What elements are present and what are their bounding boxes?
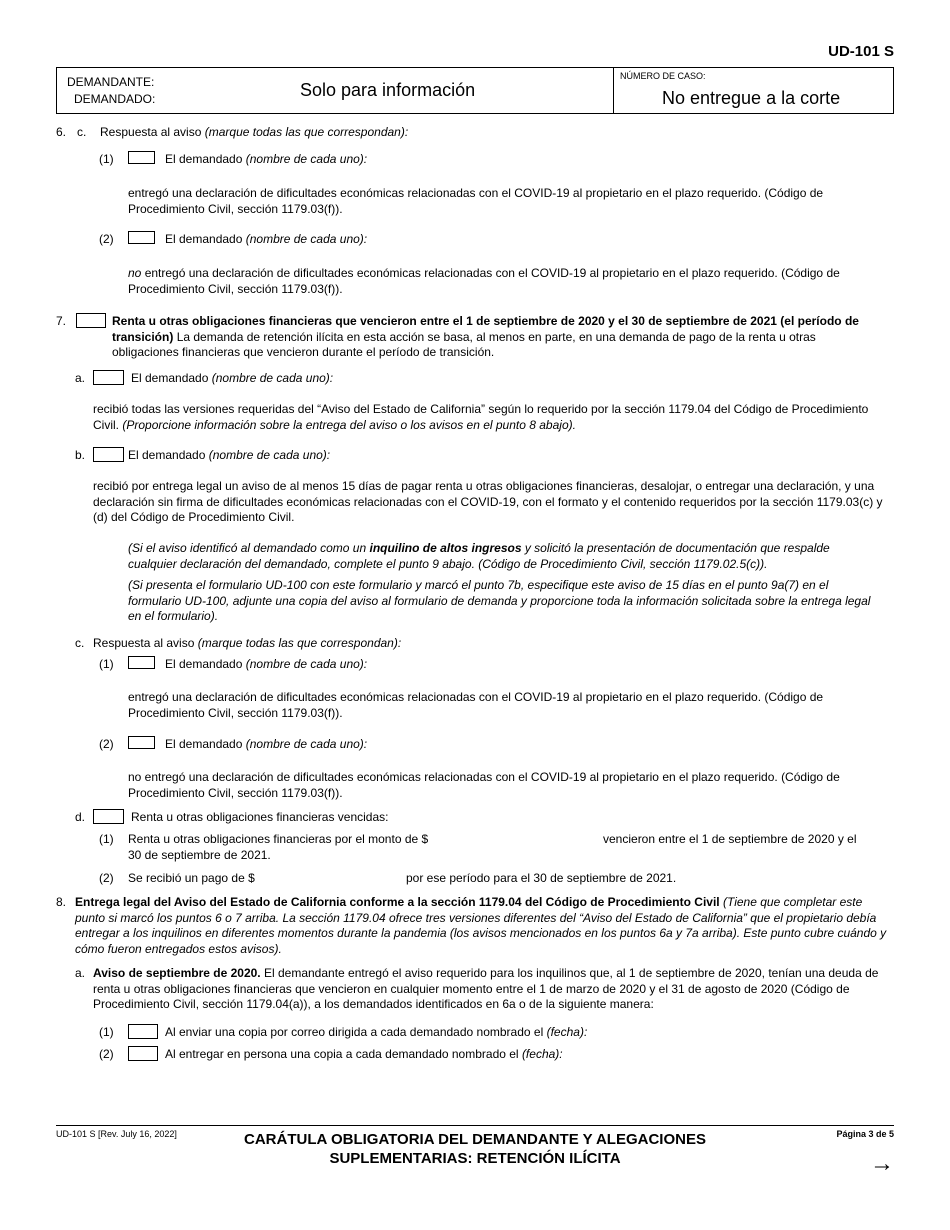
- item-6c2-text: no entregó una declaración de dificultades económicas relacionadas con el COVID-19 al propietario en el plazo requerido. (Código de Procedimiento Civil, sección 1179.03(f)).: [128, 266, 840, 296]
- item-7d-letter: d.: [75, 810, 86, 824]
- item-7c2-label: El demandado (nombre de cada uno):: [165, 737, 368, 751]
- item-7a-label: El demandado (nombre de cada uno):: [131, 371, 334, 385]
- item-7-checkbox[interactable]: [76, 313, 106, 328]
- footer-form-rev: UD-101 S [Rev. July 16, 2022]: [56, 1129, 177, 1139]
- case-number-label: NÚMERO DE CASO:: [620, 71, 706, 81]
- party-value: Solo para información: [300, 80, 476, 100]
- footer-rule: [56, 1125, 894, 1126]
- item-6c1-label: El demandado (nombre de cada uno):: [165, 152, 368, 166]
- item-7c1-checkbox[interactable]: [128, 656, 155, 669]
- caption-box: [56, 67, 894, 114]
- defendant-label: DEMANDADO:: [74, 92, 156, 106]
- footer-title-line2: SUPLEMENTARIAS: RETENCIÓN ILÍCITA: [329, 1150, 621, 1167]
- item-6c2-number: (2): [99, 232, 114, 246]
- item-6c-label: Respuesta al aviso (marque todas las que correspondan):: [100, 125, 409, 139]
- item-7c1-text: entregó una declaración de dificultades económicas relacionadas con el COVID-19 al propietario en el plazo requerido. (Código de Procedimiento Civil, sección 1179.03(f)).: [128, 690, 824, 720]
- next-page-arrow-icon[interactable]: →: [870, 1150, 894, 1177]
- item-8a2-label: Al entregar en persona una copia a cada demandado nombrado el (fecha):: [165, 1047, 563, 1061]
- item-8a1-checkbox[interactable]: [128, 1024, 158, 1039]
- item-8a-letter: a.: [75, 966, 86, 980]
- item-7d-checkbox[interactable]: [93, 809, 124, 824]
- item-7-number: 7.: [56, 314, 67, 328]
- plaintiff-label: DEMANDANTE:: [67, 75, 155, 89]
- item-6-number: 6.: [56, 125, 67, 139]
- item-7b-note-ud100: (Si presenta el formulario UD-100 con este formulario y marcó el punto 7b, especifique este aviso de 15 días en el punto 9a(7) en el formulario UD-100, adjunte una copia del aviso al formulario de demanda y proporcione toda la información solicitada sobre la entrega legal en el formulario).: [128, 578, 871, 623]
- item-7b-checkbox[interactable]: [93, 447, 124, 462]
- item-7c2-text: no entregó una declaración de dificultades económicas relacionadas con el COVID-19 al propietario en el plazo requerido. (Código de Procedimiento Civil, sección 1179.03(f)).: [128, 770, 840, 800]
- item-7a-checkbox[interactable]: [93, 370, 124, 385]
- caption-divider: [613, 68, 614, 113]
- item-7b-letter: b.: [75, 448, 86, 462]
- item-8a-text: Aviso de septiembre de 2020. El demandante entregó el aviso requerido para los inquilinos que, al 1 de septiembre de 2020, tenían una deuda de renta u otras obligaciones financieras que vencieron en cualquier momento entre el 1 de marzo de 2020 y el 31 de agosto de 2020 (Código de Procedimiento Civil, sección 1179.04(a)), a los demandados identificados en 6a o de la siguiente manera:: [93, 966, 879, 1011]
- item-7c-label: Respuesta al aviso (marque todas las que correspondan):: [93, 636, 402, 650]
- item-7c1-number: (1): [99, 657, 114, 671]
- item-8a2-checkbox[interactable]: [128, 1046, 158, 1061]
- item-7d1-text-b: vencieron entre el 1 de septiembre de 2020 y el: [603, 832, 857, 846]
- item-8a1-number: (1): [99, 1025, 114, 1039]
- item-7b-text: recibió por entrega legal un aviso de al menos 15 días de pagar renta u otras obligaciones financieras, desalojar, o entregar una declaración, y una declaración sin firma de dificultades económicas relacionadas con el COVID-19, con el formato y el contenido requeridos por la sección 1179.03(c) y (d) del Código de Procedimiento Civil.: [93, 479, 883, 524]
- item-7d2-number: (2): [99, 871, 114, 885]
- item-7d-label: Renta u otras obligaciones financieras vencidas:: [131, 810, 389, 824]
- item-8-number: 8.: [56, 895, 67, 909]
- item-8a1-label: Al enviar una copia por correo dirigida a cada demandado nombrado el (fecha):: [165, 1025, 588, 1039]
- item-8-text: Entrega legal del Aviso del Estado de California conforme a la sección 1179.04 del Código de Procedimiento Civil (Tiene que completar este punto si marcó los puntos 6 o 7 arriba. La sección 1179.04 ofrece tres versiones diferentes del “Aviso del Estado de California” que el propietario debía entregar a los inquilinos en diferentes momentos durante la pandemia (los avisos mencionados en los puntos 6a y 7a arriba). Este punto cubre cuándo y cómo fueron entregados estos avisos).: [75, 895, 887, 956]
- item-7d1-text-c: 30 de septiembre de 2021.: [128, 848, 271, 862]
- footer-title: [200, 1130, 750, 1168]
- item-6c1-number: (1): [99, 152, 114, 166]
- item-6c2-checkbox[interactable]: [128, 231, 155, 244]
- footer-page-number: Página 3 de 5: [836, 1129, 894, 1139]
- item-6c1-text: entregó una declaración de dificultades económicas relacionadas con el COVID-19 al propietario en el plazo requerido. (Código de Procedimiento Civil, sección 1179.03(f)).: [128, 186, 824, 216]
- item-7d2-text-a: Se recibió un pago de $: [128, 871, 255, 885]
- item-7d2-text-b: por ese período para el 30 de septiembre de 2021.: [406, 871, 677, 885]
- item-7-text: Renta u otras obligaciones financieras que vencieron entre el 1 de septiembre de 2020 y el 30 de septiembre de 2021 (el período de transición) La demanda de retención ilícita en esta acción se basa, al menos en parte, en una demanda de pago de la renta u otras obligaciones financieras que vencieron durante el período de transición.: [112, 314, 859, 359]
- item-6c1-checkbox[interactable]: [128, 151, 155, 164]
- item-8a2-number: (2): [99, 1047, 114, 1061]
- item-7c1-label: El demandado (nombre de cada uno):: [165, 657, 368, 671]
- item-7a-letter: a.: [75, 371, 86, 385]
- item-7b-note-high-income: (Si el aviso identificó al demandado como un inquilino de altos ingresos y solicitó la presentación de documentación que respalde cualquier declaración del demandado, complete el punto 9 abajo. (Código de Procedimiento Civil, sección 1179.02.5(c)).: [128, 541, 830, 571]
- footer-title-line1: CARÁTULA OBLIGATORIA DEL DEMANDANTE Y ALEGACIONES: [244, 1131, 706, 1148]
- item-6c-letter: c.: [77, 125, 87, 139]
- item-6c2-label: El demandado (nombre de cada uno):: [165, 232, 368, 246]
- case-number-value: No entregue a la corte: [662, 88, 841, 108]
- item-7c2-checkbox[interactable]: [128, 736, 155, 749]
- item-7d1-number: (1): [99, 832, 114, 846]
- item-7c2-number: (2): [99, 737, 114, 751]
- form-id: UD-101 S: [828, 43, 894, 60]
- item-7b-label: El demandado (nombre de cada uno):: [128, 448, 331, 462]
- item-7c-letter: c.: [75, 636, 85, 650]
- item-7a-text: recibió todas las versiones requeridas del “Aviso del Estado de California” según lo requerido por la sección 1179.04 del Código de Procedimiento Civil. (Proporcione información sobre la entrega del aviso o los avisos en el punto 8 abajo).: [93, 402, 869, 432]
- item-7d1-text-a: Renta u otras obligaciones financieras por el monto de $: [128, 832, 429, 846]
